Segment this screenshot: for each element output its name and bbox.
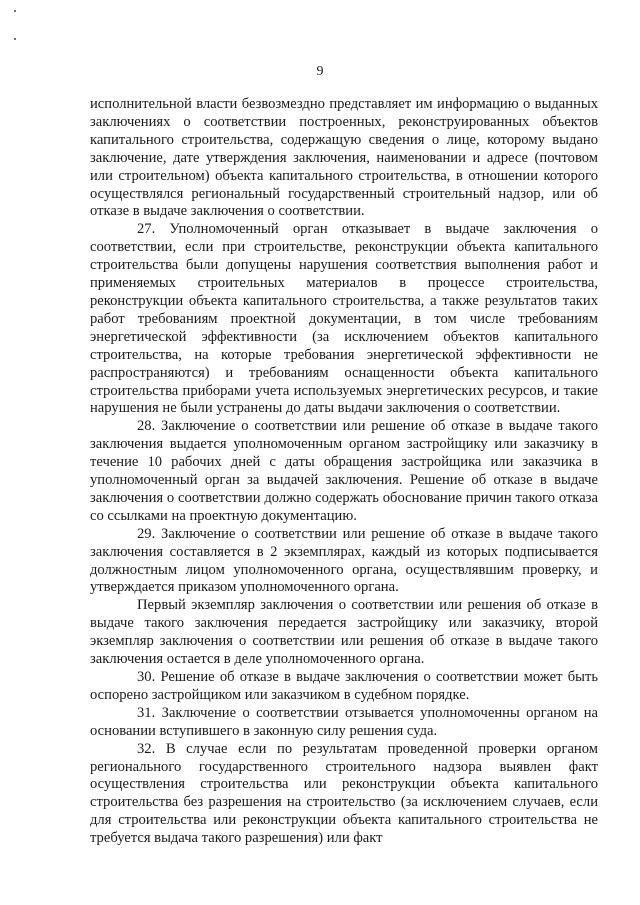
paragraph-29-copies: Первый экземпляр заключения о соответствии или решения об отказе в выдаче такого заключения передается застройщику или заказчику, второй экземпляр заключения о соответствии или решения об отказе в выдаче такого заключения остается в деле уполномоченного органа. <box>90 597 598 668</box>
scan-speck <box>14 10 16 12</box>
paragraph-32: 32. В случае если по результатам проведенной проверки органом регионального государственного строительного надзора выявлен факт осуществления строительства или реконструкции объекта капитального строительства без разрешения на строительство (за исключением случаев, если для строительства или реконструкции объекта капитального строительства не требуется выдача такого разрешения) или факт <box>90 740 598 847</box>
paragraph-continuation: исполнительной власти безвозмездно представляет им информацию о выданных заключениях о соответствии построенных, реконструированных объектов капитального строительства, содержащую сведения о лице, которому выдано заключение, дате утверждения заключения, наименовании и адресе (почтовом или строительном) объекта капитального строительства, в отношении которого осуществлялся региональный государственный строительный надзор, или об отказе в выдаче заключения о соответствии. <box>90 96 598 220</box>
paragraph-31: 31. Заключение о соответствии отзывается уполномоченны органом на основании вступившего в законную силу решения суда. <box>90 704 598 739</box>
paragraph-29: 29. Заключение о соответствии или решение об отказе в выдаче такого заключения составляется в 2 экземплярах, каждый из которых подписывается должностным лицом уполномоченного органа, осуществлявшим проверку, и утверждается приказом уполномоченного органа. <box>90 525 598 596</box>
paragraph-28: 28. Заключение о соответствии или решение об отказе в выдаче такого заключения выдается уполномоченным органом застройщику или заказчику в течение 10 рабочих дней с даты обращения застройщика или заказчика в уполномоченный орган за выдачей заключения. Решение об отказе в выдаче заключения о соответствии должно содержать обоснование причин такого отказа со ссылками на проектную документацию. <box>90 418 598 524</box>
document-body <box>90 96 598 848</box>
page-number: 9 <box>316 64 324 79</box>
paragraph-30: 30. Решение об отказе в выдаче заключения о соответствии может быть оспорено застройщиком или заказчиком в судебном порядке. <box>90 669 598 703</box>
paragraph-27: 27. Уполномоченный орган отказывает в выдаче заключения о соответствии, если при строительстве, реконструкции объекта капитального строительства были допущены нарушения соответствия выполнения работ и применяемых строительных материалов в процессе строительства, реконструкции объекта капитального строительства, а также результатов таких работ требованиям проектной документации, в том числе требованиям энергетической эффективности (за исключением объектов капитального строительства, на которые требования энергетической эффективности не распространяются) и требованиям оснащенности объекта капитального строительства приборами учета используемых энергетических ресурсов, и такие нарушения не были устранены до даты выдачи заключения о соответствии. <box>90 221 598 417</box>
scan-speck <box>14 38 16 40</box>
